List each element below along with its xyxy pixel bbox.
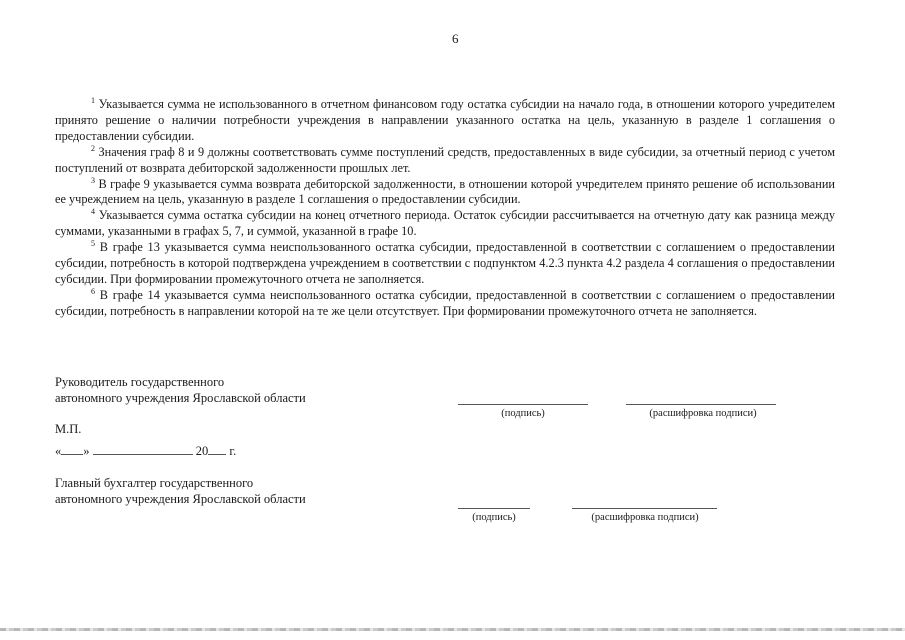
- footnote-2: [55, 145, 835, 177]
- head-title-line-2: автономного учреждения Ярославской области: [55, 391, 306, 405]
- date-close-quote: »: [83, 444, 90, 458]
- footnote-text: Указывается сумма остатка субсидии на конец отчетного периода. Остаток субсидии рассчитывается на отчетную дату как разница между суммами, указанными в графах 5, 7, и суммой, указанной в графе 10.: [55, 208, 836, 239]
- accountant-title-line-2: автономного учреждения Ярославской области: [55, 492, 306, 506]
- accountant-signature-field[interactable]: [458, 508, 530, 509]
- year-prefix: 20: [195, 444, 209, 458]
- accountant-title-line-1: Главный бухгалтер государственного: [55, 476, 254, 490]
- footnote-text: Значения граф 8 и 9 должны соответствовать сумме поступлений средств, предоставленных в виде субсидии, за отчетный период с учетом поступлений от возврата дебиторской задолженности прошлых лет.: [55, 144, 835, 175]
- footnote-3: [55, 177, 835, 209]
- footnotes-section: [55, 97, 835, 320]
- head-signature-caption: (подпись): [501, 408, 545, 419]
- footnote-text: Указывается сумма не использованного в отчетном финансовом году остатка субсидии на начало года, в отношении которого учредителем принято решение о наличии потребности учреждения в направлении указанного остатка на цель, указанную в разделе 1 соглашения о предоставлении субсидии.: [55, 97, 836, 143]
- footnote-mark: 2: [91, 143, 95, 153]
- accountant-decoding-field[interactable]: [572, 508, 717, 509]
- footnote-6: [55, 288, 835, 320]
- head-title-line-1: Руководитель государственного: [55, 375, 225, 389]
- head-decoding-caption: (расшифровка подписи): [649, 408, 757, 419]
- footnote-mark: 6: [91, 286, 95, 296]
- footnote-text: В графе 13 указывается сумма неиспользованного остатка субсидии, предоставленной в соответствии с соглашением о предоставлении субсидии, потребность в которой подтверждена учреждением в соответствии с подпунктом 4.2.3 пункта 4.2 раздела 4 соглашения о предоставлении субсидии. При формировании промежуточного отчета не заполняется.: [55, 240, 835, 286]
- footnote-mark: 1: [91, 96, 95, 105]
- footnote-1: [55, 97, 835, 145]
- stamp-label: М.П.: [55, 422, 82, 436]
- footnote-text: В графе 9 указывается сумма возврата дебиторской задолженности, в отношении которой учредителем принято решение об использовании ее учреждением на цель, указанную в разделе 1 соглашения о предоставлении субсидии.: [55, 176, 836, 207]
- footnote-text: В графе 14 указывается сумма неиспользованного остатка субсидии, предоставленной в соответствии с соглашением о предоставлении субсидии, потребность в направлении которой на те же цели отсутствует. При формировании промежуточного отчета не заполняется.: [55, 287, 835, 318]
- year-suffix: г.: [229, 444, 237, 458]
- day-field[interactable]: [61, 442, 83, 455]
- scan-edge-artifact: [0, 628, 905, 631]
- footnote-5: [55, 240, 835, 288]
- head-signature-field[interactable]: [458, 404, 588, 405]
- footnote-mark: 3: [91, 175, 95, 185]
- footnote-mark: 4: [91, 207, 95, 217]
- footnote-4: [55, 208, 835, 240]
- head-decoding-field[interactable]: [626, 404, 776, 405]
- date-line: [55, 442, 236, 459]
- month-field[interactable]: [93, 442, 193, 455]
- footnote-mark: 5: [91, 239, 95, 249]
- accountant-signature-caption: (подпись): [472, 512, 516, 523]
- page-number: 6: [452, 31, 459, 46]
- year-field[interactable]: [208, 442, 226, 455]
- date-open-quote: «: [55, 444, 62, 458]
- accountant-decoding-caption: (расшифровка подписи): [591, 512, 699, 523]
